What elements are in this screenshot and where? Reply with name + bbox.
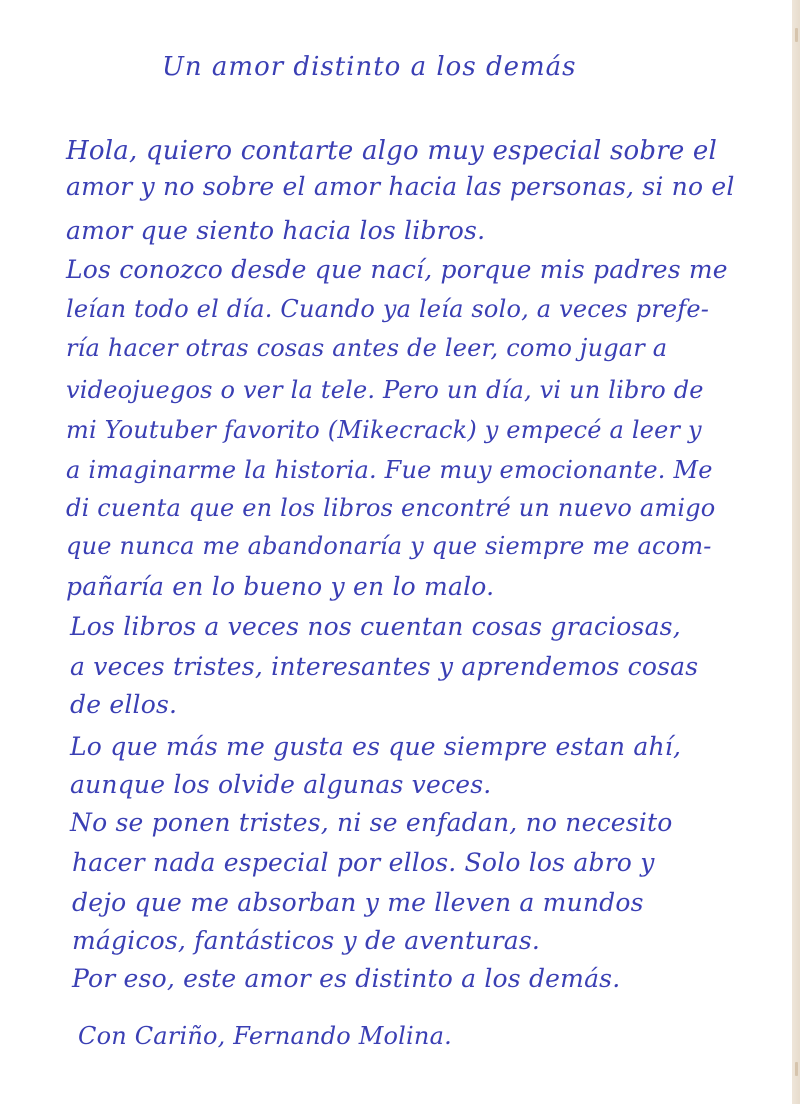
letter-line: amor y no sobre el amor hacia las personas, si no el [66,172,735,201]
letter-line: leían todo el día. Cuando ya leía solo, a veces prefe- [66,295,710,323]
edge-mark [795,1062,798,1076]
letter-line: mágicos, fantásticos y de aventuras. [72,926,541,955]
letter-line: Hola, quiero contarte algo muy especial sobre el [66,136,718,166]
letter-signature: Con Cariño, Fernando Molina. [78,1022,452,1050]
letter-line: Los conozco desde que nací, porque mis padres me [66,255,728,284]
letter-line: que nunca me abandonaría y que siempre me acom- [66,532,712,560]
letter-line: dejo que me absorban y me lleven a mundos [72,888,644,917]
letter-line: de ellos. [70,690,178,719]
letter-line: a veces tristes, interesantes y aprendemos cosas [70,652,699,681]
letter-title: Un amor distinto a los demás [162,52,577,82]
letter-line: a imaginarme la historia. Fue muy emocionante. Me [66,456,713,484]
letter-line: mi Youtuber favorito (Mikecrack) y empecé a leer y [66,416,702,444]
letter-line: aunque los olvide algunas veces. [70,770,492,799]
letter-line: pañaría en lo bueno y en lo malo. [66,572,495,601]
letter-line: videojuegos o ver la tele. Pero un día, vi un libro de [66,376,704,404]
letter-line: amor que siento hacia los libros. [66,216,486,245]
letter-line: hacer nada especial por ellos. Solo los abro y [72,848,655,877]
letter-line: No se ponen tristes, ni se enfadan, no necesito [70,808,673,837]
page-edge [792,0,800,1104]
letter-line: ría hacer otras cosas antes de leer, como jugar a [66,334,668,362]
edge-mark [795,28,798,42]
letter-line: Lo que más me gusta es que siempre estan ahí, [70,732,682,761]
letter-line: Los libros a veces nos cuentan cosas graciosas, [70,612,681,641]
letter-line: Por eso, este amor es distinto a los demás. [72,964,621,993]
letter-line: di cuenta que en los libros encontré un nuevo amigo [66,494,716,522]
